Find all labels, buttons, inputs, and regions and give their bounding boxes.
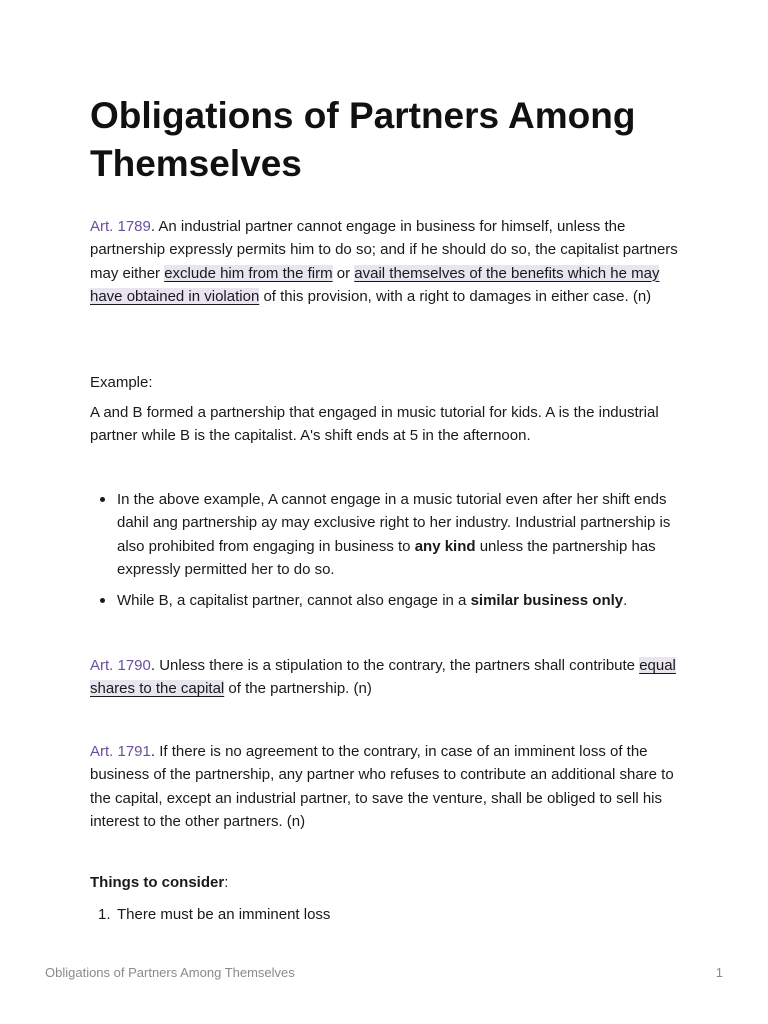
bullet-2-text: While B, a capitalist partner, cannot also engage in a [117, 592, 471, 610]
example-label: Example: [90, 374, 153, 391]
bullet-list [90, 488, 680, 620]
list-number: 1. [98, 906, 111, 923]
things-to-consider-label: Things to consider [90, 874, 225, 891]
bullet-1-text: In the above example, A cannot engage in a music tutorial even after her shift ends dahil ang partnership ay may exclusive right to her industry. Industrial partnership is also prohibited from engaging in business to [117, 491, 671, 555]
footer-page-number: 1 [715, 965, 723, 980]
article-1791-text: . If there is no agreement to the contrary, in case of an imminent loss of the business of the partnership, any partner who refuses to contribute an additional share to the capital, except an industrial partner, to save the venture, shall be obliged to sell his interest to the other partners. (n) [90, 743, 674, 830]
example-text: A and B formed a partnership that engaged in music tutorial for kids. A is the industrial partner while B is the capitalist. A's shift ends at 5 in the afternoon. [90, 404, 659, 445]
article-1789-text-4: of this provision, with a right to damages in either case. (n) [259, 287, 652, 305]
bullet-1-text-end: unless the partnership has expressly permitted her to do so. [117, 537, 656, 578]
article-1789-label[interactable]: Art. 1789 [90, 218, 151, 235]
article-1790-text: . Unless there is a stipulation to the contrary, the partners shall contribute [150, 657, 640, 674]
article-1789-text: . An industrial partner cannot engage in business for himself, unless the partnership expressly permits him to do so; and if he should do so, the capitalist partners [90, 218, 678, 259]
bullet-1-bold: any kind [414, 537, 476, 555]
article-1791 [90, 740, 680, 833]
page-title: Obligations of Partners Among Themselves [90, 95, 636, 184]
bullet-2-bold: similar business only [470, 592, 624, 610]
article-1789 [90, 215, 680, 308]
numbered-list [90, 903, 680, 926]
article-1790-text-2: of the partnership. (n) [224, 680, 372, 698]
article-1789-text-2: may either [90, 264, 165, 282]
article-1789-text-3: or [332, 264, 355, 282]
article-1790 [90, 654, 680, 701]
things-to-consider [90, 871, 680, 894]
highlight-exclude[interactable]: exclude him from the firm [164, 264, 333, 282]
bullet-2-text-end: . [623, 592, 628, 610]
list-item [90, 488, 680, 581]
article-1790-label[interactable]: Art. 1790 [90, 657, 151, 674]
article-1791-label[interactable]: Art. 1791 [90, 743, 151, 760]
things-to-consider-colon: : [224, 874, 229, 891]
list-item-text: There must be an imminent loss [117, 906, 331, 923]
highlight-avail-benefits[interactable]: avail themselves of the benefits which he may have obtained in violation [90, 264, 660, 305]
footer-title: Obligations of Partners Among Themselves [45, 965, 295, 980]
list-item [90, 903, 680, 926]
list-item [90, 589, 680, 612]
highlight-equal-shares[interactable]: equal shares to the capital [90, 657, 676, 698]
